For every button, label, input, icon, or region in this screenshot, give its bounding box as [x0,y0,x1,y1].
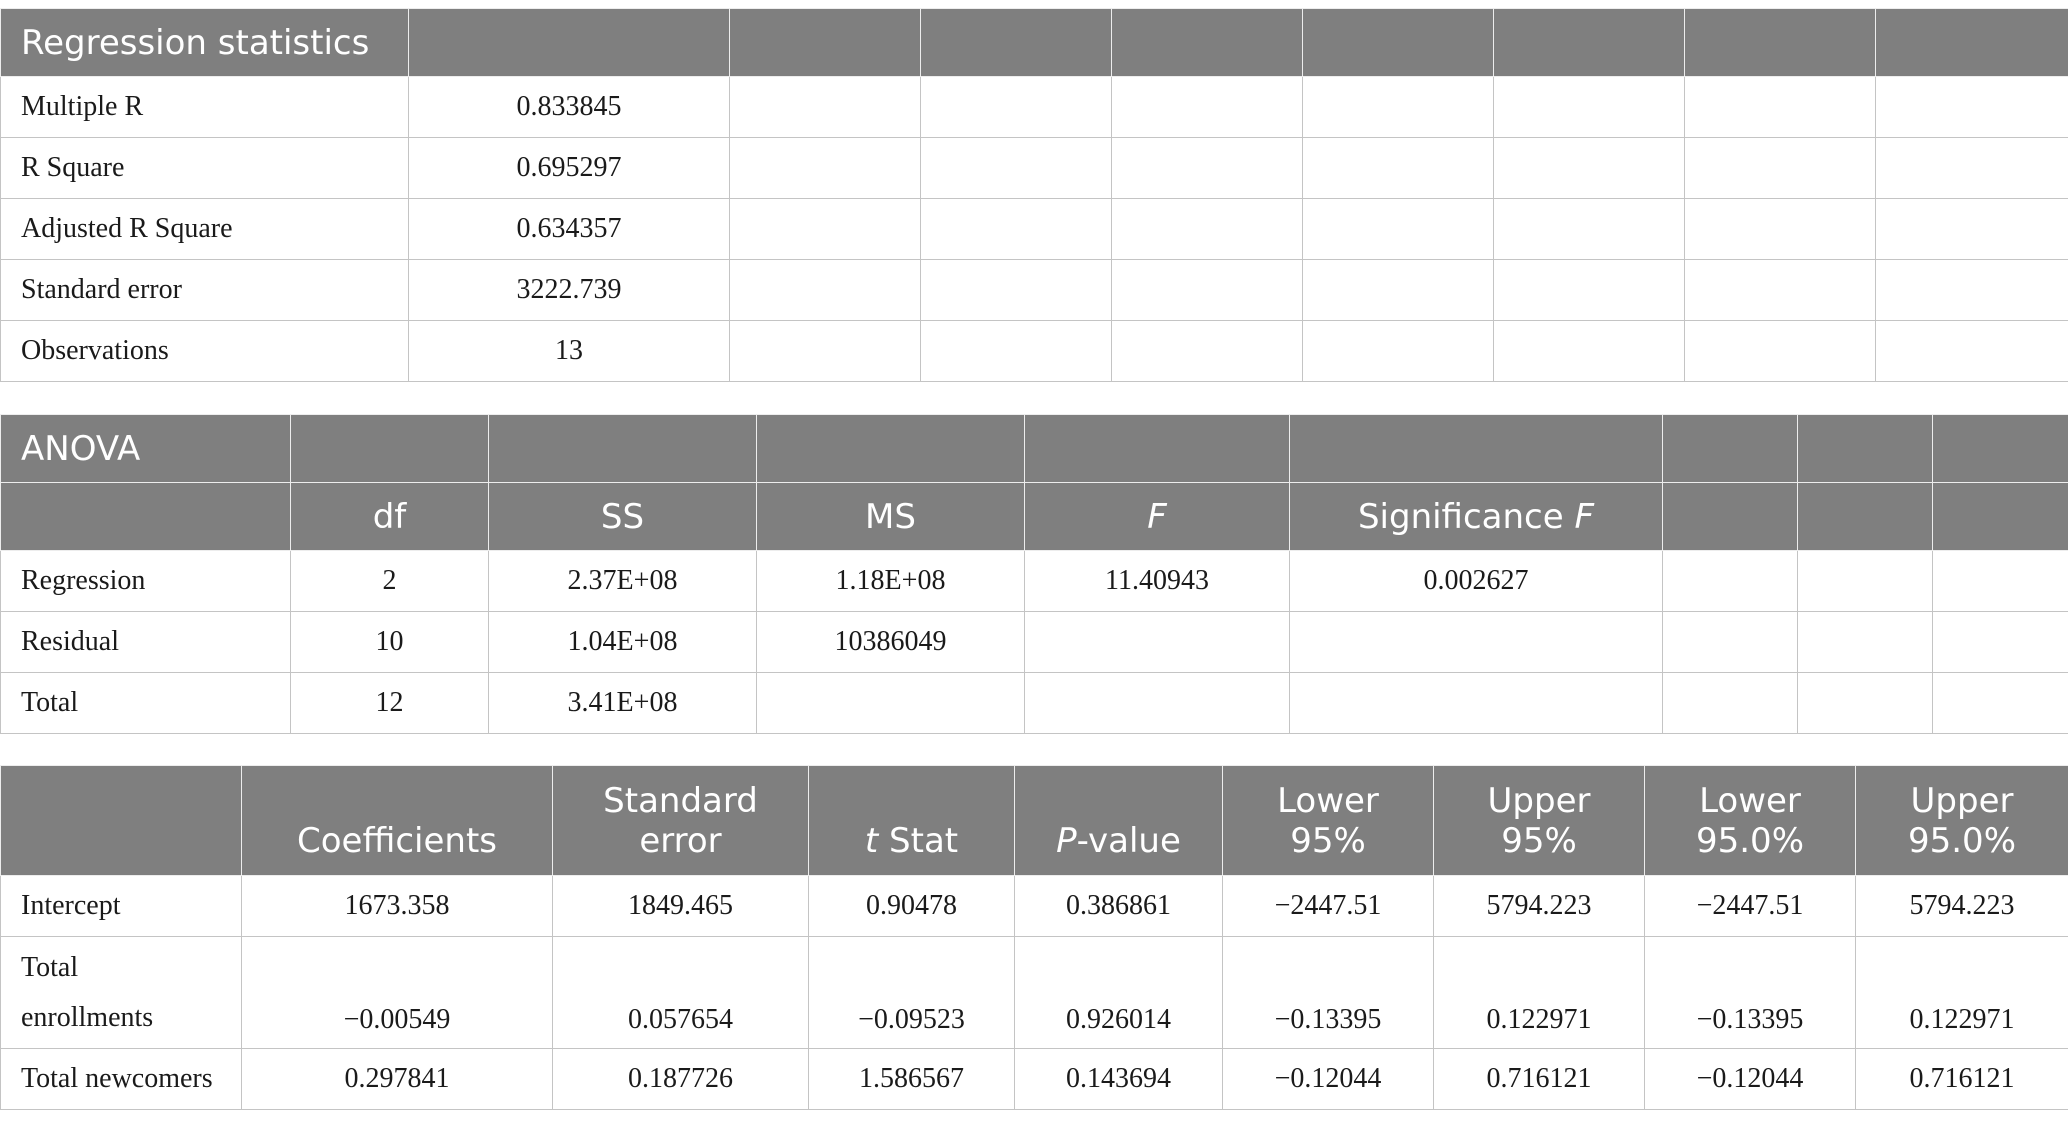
empty-cell [730,199,921,260]
empty-cell [1303,321,1494,382]
empty-cell [1025,415,1290,483]
header-ms: MS [757,483,1025,551]
cell-df: 10 [291,612,489,673]
empty-cell [921,321,1112,382]
cell-f: 11.40943 [1025,551,1290,612]
cell-coefficient: 0.297841 [242,1049,553,1110]
cell-standard-error: 0.057654 [553,937,809,1049]
header-df: df [291,483,489,551]
empty-cell [1685,77,1876,138]
table-row [1,612,2068,673]
empty-cell [1494,260,1685,321]
cell-upper-95: 0.122971 [1434,937,1645,1049]
stat-label: Standard error [1,260,409,321]
stat-label: Observations [1,321,409,382]
cell-lower-95: −2447.51 [1223,876,1434,937]
cell-standard-error: 0.187726 [553,1049,809,1110]
header-t-stat: t Stat [809,766,1015,876]
regression-statistics-header-row [1,9,2068,77]
empty-cell [1663,673,1798,734]
empty-cell [1663,612,1798,673]
empty-cell [757,415,1025,483]
empty-cell [1685,199,1876,260]
anova-title-row [1,415,2068,483]
header-significance-f: Significance F [1290,483,1663,551]
table-row [1,1049,2068,1110]
cell-coefficient: −0.00549 [242,937,553,1049]
empty-cell [730,321,921,382]
row-label: Total newcomers [1,1049,242,1110]
anova-header-row [1,483,2068,551]
empty-cell [1112,199,1303,260]
empty-cell [921,77,1112,138]
empty-cell [1876,199,2068,260]
empty-cell [1933,673,2068,734]
cell-coefficient: 1673.358 [242,876,553,937]
empty-cell [1494,321,1685,382]
empty-cell [1876,138,2068,199]
empty-cell [1303,77,1494,138]
empty-cell [1494,138,1685,199]
cell-significance-f [1290,673,1663,734]
empty-cell [921,138,1112,199]
empty-cell [1112,77,1303,138]
header-f: F [1025,483,1290,551]
header-lower-95-0: Lower 95.0% [1645,766,1856,876]
empty-cell [1685,138,1876,199]
cell-t-stat: 0.90478 [809,876,1015,937]
empty-cell [291,415,489,483]
stat-label: Adjusted R Square [1,199,409,260]
cell-t-stat: −0.09523 [809,937,1015,1049]
empty-cell [1303,199,1494,260]
empty-cell [1663,415,1798,483]
empty-cell [1112,321,1303,382]
empty-cell [1798,483,1933,551]
empty-cell [1303,260,1494,321]
cell-upper-95: 0.716121 [1434,1049,1645,1110]
cell-f [1025,612,1290,673]
empty-cell [1798,673,1933,734]
stat-value: 0.634357 [409,199,730,260]
empty-cell [1798,551,1933,612]
empty-cell [1685,321,1876,382]
row-label: Total enrollments [1,937,242,1049]
header-standard-error: Standard error [553,766,809,876]
table-row [1,260,2068,321]
table-row [1,551,2068,612]
stat-value: 0.833845 [409,77,730,138]
cell-p-value: 0.926014 [1015,937,1223,1049]
cell-ms [757,673,1025,734]
empty-cell [1112,138,1303,199]
table-row [1,77,2068,138]
row-label: Total [1,673,291,734]
empty-cell [1685,260,1876,321]
cell-t-stat: 1.586567 [809,1049,1015,1110]
empty-cell [1876,260,2068,321]
cell-lower-95-0: −0.13395 [1645,937,1856,1049]
empty-cell [1876,77,2068,138]
cell-ss: 1.04E+08 [489,612,757,673]
cell-df: 2 [291,551,489,612]
cell-upper-95: 5794.223 [1434,876,1645,937]
empty-cell [489,415,757,483]
row-label: Regression [1,551,291,612]
stat-label: R Square [1,138,409,199]
header-lower-95: Lower 95% [1223,766,1434,876]
header-ss: SS [489,483,757,551]
empty-cell [1933,612,2068,673]
cell-upper-95-0: 5794.223 [1856,876,2068,937]
cell-standard-error: 1849.465 [553,876,809,937]
cell-ms: 1.18E+08 [757,551,1025,612]
stat-value: 3222.739 [409,260,730,321]
empty-cell [1798,612,1933,673]
empty-cell [1933,483,2068,551]
cell-p-value: 0.143694 [1015,1049,1223,1110]
empty-cell [1290,415,1663,483]
header-upper-95: Upper 95% [1434,766,1645,876]
cell-ss: 3.41E+08 [489,673,757,734]
cell-lower-95-0: −2447.51 [1645,876,1856,937]
cell-df: 12 [291,673,489,734]
header-coefficients: Coefficients [242,766,553,876]
stat-value: 0.695297 [409,138,730,199]
cell-f [1025,673,1290,734]
empty-cell [730,77,921,138]
cell-upper-95-0: 0.122971 [1856,937,2068,1049]
cell-significance-f: 0.002627 [1290,551,1663,612]
header-p-value: P-value [1015,766,1223,876]
table-row [1,673,2068,734]
cell-p-value: 0.386861 [1015,876,1223,937]
header-upper-95-0: Upper 95.0% [1856,766,2068,876]
empty-cell [730,138,921,199]
cell-ss: 2.37E+08 [489,551,757,612]
cell-lower-95-0: −0.12044 [1645,1049,1856,1110]
empty-cell [1663,483,1798,551]
cell-lower-95: −0.13395 [1223,937,1434,1049]
empty-cell [921,199,1112,260]
regression-statistics-table [0,8,2068,382]
anova-title: ANOVA [1,415,291,483]
empty-cell [1876,321,2068,382]
cell-upper-95-0: 0.716121 [1856,1049,2068,1110]
empty-cell [1112,260,1303,321]
empty-cell [1933,551,2068,612]
cell-lower-95: −0.12044 [1223,1049,1434,1110]
table-row [1,937,2068,1049]
table-row [1,199,2068,260]
empty-cell [1494,77,1685,138]
row-label: Residual [1,612,291,673]
empty-cell [1303,138,1494,199]
table-row [1,321,2068,382]
empty-cell [1933,415,2068,483]
empty-cell [921,260,1112,321]
table-row [1,138,2068,199]
anova-table [0,414,2068,734]
coefficients-header-row [1,766,2068,876]
empty-cell [1663,551,1798,612]
empty-cell [730,260,921,321]
stat-value: 13 [409,321,730,382]
stat-label: Multiple R [1,77,409,138]
empty-cell [1494,199,1685,260]
regression-statistics-title: Regression statistics [1,9,409,77]
cell-significance-f [1290,612,1663,673]
row-label: Intercept [1,876,242,937]
table-row [1,876,2068,937]
empty-cell [1798,415,1933,483]
coefficients-table [0,765,2068,1110]
cell-ms: 10386049 [757,612,1025,673]
